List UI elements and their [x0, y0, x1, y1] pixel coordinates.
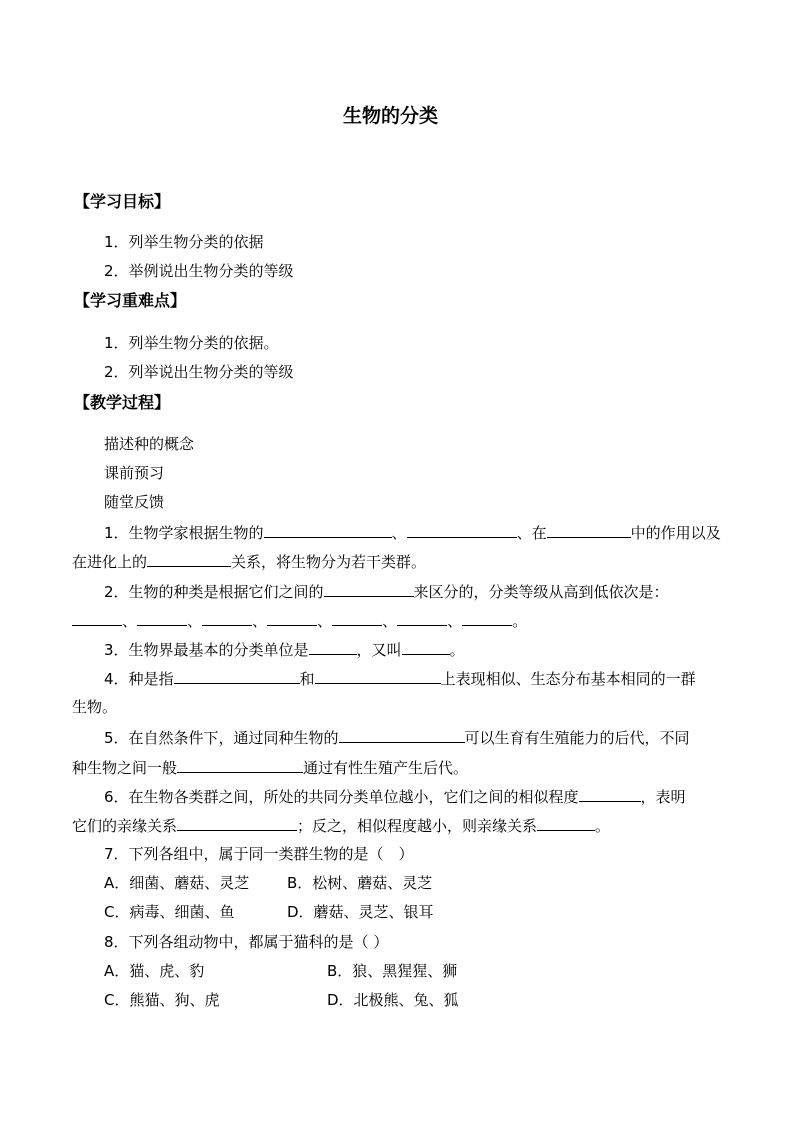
answer-blank[interactable] [324, 581, 414, 597]
process-intro-2: 课前预习 [104, 464, 165, 482]
question-7-option-b[interactable]: B．松树、蘑菇、灵芝 [287, 874, 433, 892]
question-5-line-1: 5．在自然条件下，通过同种生物的 可以生育有生殖能力的后代，不同 [104, 729, 690, 747]
answer-blank[interactable] [309, 639, 357, 655]
question-8-option-d[interactable]: D．北极熊、兔、狐 [327, 991, 459, 1009]
answer-blank[interactable] [537, 815, 595, 831]
question-8-option-b[interactable]: B．狼、黑猩猩、狮 [327, 962, 458, 980]
question-3: 3．生物界最基本的分类单位是 ，又叫 。 [104, 641, 465, 659]
question-1-line-1: 1．生物学家根据生物的 、 、在 中的作用以及 [104, 524, 721, 542]
answer-blank[interactable] [147, 551, 231, 567]
answer-blank[interactable] [202, 610, 252, 626]
answer-blank[interactable] [547, 522, 631, 538]
objective-2: 2．举例说出生物分类的等级 [104, 262, 294, 280]
answer-blank[interactable] [332, 610, 382, 626]
answer-blank[interactable] [407, 522, 517, 538]
question-6-line-1: 6．在生物各类群之间，所处的共同分类单位越小，它们之间的相似程度 ，表明 [104, 788, 686, 806]
answer-blank[interactable] [462, 610, 512, 626]
question-4-line-1: 4．种是指 和 上表现相似、生态分布基本相同的一群 [104, 670, 696, 688]
question-8-stem: 8．下列各组动物中，都属于猫科的是（ ） [104, 933, 389, 951]
question-5-line-2: 种生物之间一般 通过有性生殖产生后代。 [72, 759, 469, 777]
process-intro-1: 描述种的概念 [104, 435, 195, 453]
question-7-option-a[interactable]: A．细菌、蘑菇、灵芝 [104, 874, 250, 892]
objective-1: 1．列举生物分类的依据 [104, 233, 264, 251]
page-title: 生物的分类 [343, 105, 439, 127]
process-intro-3: 随堂反馈 [104, 493, 165, 511]
key-point-1: 1．列举生物分类的依据。 [104, 334, 279, 352]
answer-blank[interactable] [397, 610, 447, 626]
question-8-option-a[interactable]: A．猫、虎、豹 [104, 962, 205, 980]
key-point-2: 2．列举说出生物分类的等级 [104, 363, 294, 381]
answer-blank[interactable] [174, 668, 300, 684]
question-7-stem: 7．下列各组中，属于同一类群生物的是（ ） [104, 845, 414, 863]
answer-blank[interactable] [177, 815, 297, 831]
question-4-line-2: 生物。 [72, 698, 118, 716]
answer-blank[interactable] [315, 668, 441, 684]
answer-blank[interactable] [177, 757, 303, 773]
question-7-option-d[interactable]: D．蘑菇、灵芝、银耳 [287, 903, 434, 921]
answer-blank[interactable] [339, 727, 465, 743]
answer-blank[interactable] [579, 786, 641, 802]
answer-blank[interactable] [72, 610, 122, 626]
section-objectives: 【学习目标】 [74, 192, 171, 211]
answer-blank[interactable] [267, 610, 317, 626]
question-7-option-c[interactable]: C．病毒、细菌、鱼 [104, 903, 235, 921]
section-key-points: 【学习重难点】 [74, 291, 187, 310]
question-6-line-2: 它们的亲缘关系 ；反之，相似程度越小，则亲缘关系 。 [72, 817, 611, 835]
answer-blank[interactable] [137, 610, 187, 626]
question-2-line-2: 、 、 、 、 、 、 。 [72, 610, 527, 631]
answer-blank[interactable] [264, 522, 392, 538]
question-8-option-c[interactable]: C．熊猫、狗、虎 [104, 991, 220, 1009]
answer-blank[interactable] [402, 639, 450, 655]
question-1-line-2: 在进化上的 关系，将生物分为若干类群。 [72, 553, 427, 571]
section-process: 【教学过程】 [74, 393, 171, 412]
question-2-line-1: 2．生物的种类是根据它们之间的 来区分的，分类等级从高到低依次是： [104, 583, 669, 601]
